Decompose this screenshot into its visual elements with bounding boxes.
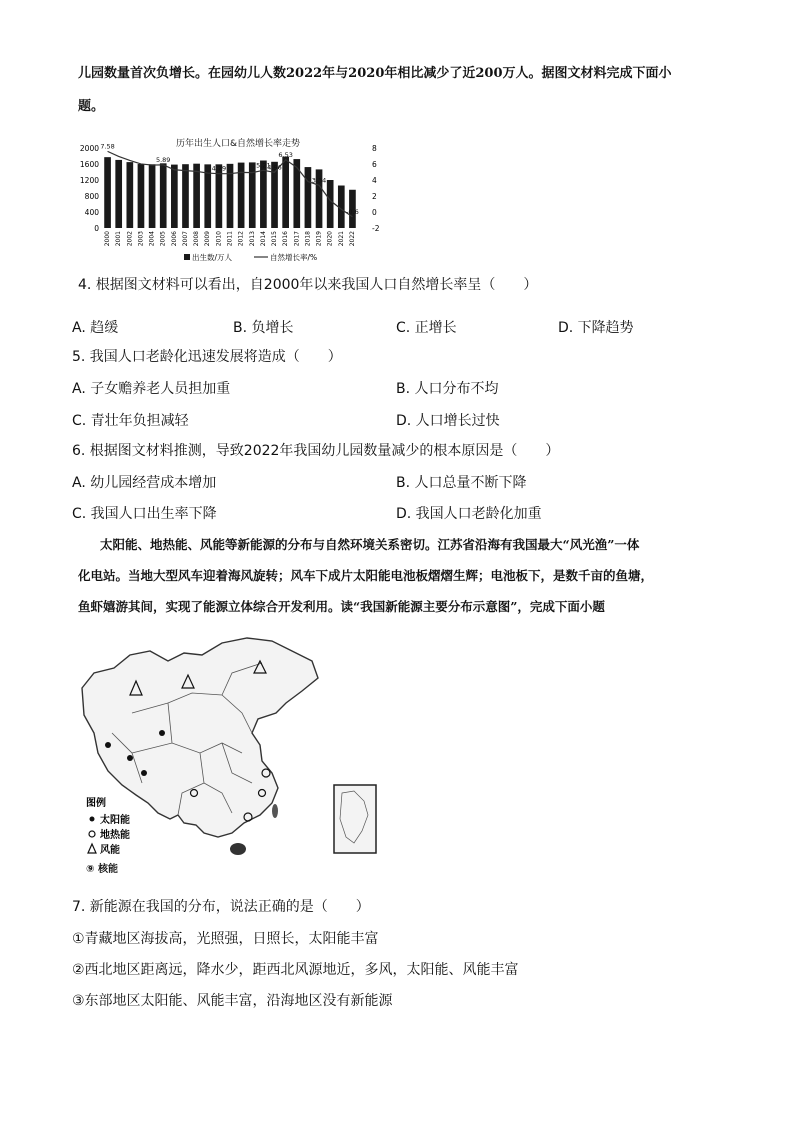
geothermal-icon bbox=[89, 831, 95, 837]
legend-wind: 风能 bbox=[100, 845, 120, 856]
legend-solar: 太阳能 bbox=[100, 815, 130, 826]
q7-statement-3: ③东部地区太阳能、风能丰富，沿海地区没有新能源 bbox=[72, 993, 393, 1009]
right-tick-label: 6 bbox=[372, 160, 377, 169]
x-tick-label: 2019 bbox=[315, 230, 323, 247]
x-tick-label: 2017 bbox=[293, 231, 301, 247]
bar-series bbox=[104, 157, 356, 228]
solar-icon bbox=[90, 817, 95, 822]
x-tick-label: 2014 bbox=[259, 231, 267, 247]
q4-option-d[interactable]: D. 下降趋势 bbox=[558, 320, 634, 336]
left-tick-label: 0 bbox=[94, 224, 99, 233]
bar bbox=[204, 164, 211, 228]
x-tick-label: 2001 bbox=[115, 231, 123, 247]
q7-statement-2: ②西北地区距离远，降水少，距西北风源地近，多风，太阳能、风能丰富 bbox=[72, 962, 519, 978]
q5-stem: 5. 我国人口老龄化迅速发展将造成（ ） bbox=[72, 349, 342, 365]
x-tick-label: 2022 bbox=[348, 231, 356, 247]
legend-line-label: 自然增长率/% bbox=[270, 253, 318, 262]
x-tick-label: 2003 bbox=[137, 231, 145, 247]
x-tick-label: 2004 bbox=[148, 231, 156, 247]
left-tick-label: 800 bbox=[84, 192, 99, 201]
data-label: 5.21 bbox=[256, 161, 271, 170]
x-tick-label: 2009 bbox=[204, 231, 212, 247]
q6-option-c[interactable]: C. 我国人口出生率下降 bbox=[72, 506, 217, 522]
intro-line-2: 题。 bbox=[78, 99, 105, 114]
q5-option-b[interactable]: B. 人口分布不均 bbox=[396, 381, 499, 397]
left-tick-label: 1200 bbox=[79, 176, 99, 185]
left-tick-label: 400 bbox=[84, 208, 99, 217]
x-tick-label: 2008 bbox=[193, 231, 201, 247]
q5-option-d[interactable]: D. 人口增长过快 bbox=[396, 413, 500, 429]
bar bbox=[115, 160, 122, 228]
left-tick-label: 1600 bbox=[79, 160, 99, 169]
solar-icon bbox=[159, 730, 165, 736]
q7-stem: 7. 新能源在我国的分布，说法正确的是（ ） bbox=[72, 899, 370, 915]
right-tick-label: 2 bbox=[372, 192, 377, 201]
data-label: 6.53 bbox=[278, 150, 293, 159]
x-tick-label: 2011 bbox=[226, 231, 234, 247]
birth-rate-chart bbox=[76, 136, 396, 266]
data-label: -0.6 bbox=[346, 207, 359, 216]
bar bbox=[305, 167, 312, 228]
hainan-island bbox=[230, 843, 246, 855]
x-tick-label: 2015 bbox=[271, 231, 279, 247]
nuclear-icon: ⑨ bbox=[86, 864, 95, 875]
legend-bar-label: 出生数/万人 bbox=[192, 253, 233, 262]
data-label: 4.96 bbox=[267, 163, 282, 172]
chart-legend bbox=[184, 252, 317, 262]
taiwan-island bbox=[272, 804, 278, 818]
q4-stem: 4. 根据图文材料可以看出，自2000年以来我国人口自然增长率呈（ ） bbox=[78, 277, 538, 293]
q5-option-c[interactable]: C. 青壮年负担减轻 bbox=[72, 413, 189, 429]
x-axis-ticks bbox=[104, 231, 356, 246]
legend-nuclear-row bbox=[86, 860, 118, 880]
china-new-energy-map bbox=[72, 633, 392, 863]
bar bbox=[160, 163, 167, 228]
bar bbox=[138, 164, 145, 228]
data-label: 3.34 bbox=[311, 176, 327, 185]
chart-title: 历年出生人口&自然增长率走势 bbox=[175, 139, 301, 149]
legend-title: 图例 bbox=[86, 798, 106, 809]
x-tick-label: 2000 bbox=[104, 231, 112, 247]
para2-line-1: 太阳能、地热能、风能等新能源的分布与自然环境关系密切。江苏省沿海有我国最大“风光渔”一体 bbox=[100, 537, 640, 552]
data-label: 4.79 bbox=[211, 164, 227, 173]
solar-icon bbox=[105, 742, 111, 748]
q4-option-c[interactable]: C. 正增长 bbox=[396, 320, 457, 336]
q4-option-b[interactable]: B. 负增长 bbox=[233, 320, 294, 336]
right-tick-label: 0 bbox=[372, 208, 377, 217]
x-tick-label: 2016 bbox=[282, 231, 290, 247]
bar bbox=[171, 165, 178, 228]
q6-option-a[interactable]: A. 幼儿园经营成本增加 bbox=[72, 475, 217, 491]
map-legend bbox=[86, 796, 130, 856]
x-tick-label: 2021 bbox=[337, 231, 345, 247]
bar bbox=[327, 180, 334, 228]
x-tick-label: 2007 bbox=[181, 231, 189, 247]
q6-stem: 6. 根据图文材料推测，导致2022年我国幼儿园数量减少的根本原因是（ ） bbox=[72, 443, 560, 459]
q6-option-d[interactable]: D. 我国人口老龄化加重 bbox=[396, 506, 542, 522]
wind-icon bbox=[88, 844, 96, 853]
x-tick-label: 2012 bbox=[237, 231, 245, 247]
legend-geothermal: 地热能 bbox=[100, 830, 130, 841]
q7-statement-1: ①青藏地区海拔高，光照强，日照长，太阳能丰富 bbox=[72, 931, 379, 947]
x-tick-label: 2006 bbox=[170, 231, 178, 247]
left-axis-ticks bbox=[80, 144, 99, 233]
x-tick-label: 2005 bbox=[159, 231, 167, 247]
left-tick-label: 2000 bbox=[79, 144, 99, 153]
solar-icon bbox=[127, 755, 133, 761]
right-tick-label: 8 bbox=[372, 144, 377, 153]
right-axis-ticks bbox=[372, 144, 380, 233]
bar bbox=[149, 164, 156, 228]
para2-line-2: 化电站。当地大型风车迎着海风旋转；风车下成片太阳能电池板熠熠生辉；电池板下，是数千亩的鱼塘， bbox=[78, 568, 654, 583]
china-outline bbox=[82, 638, 318, 837]
data-label: 7.58 bbox=[100, 142, 115, 151]
right-tick-label: 4 bbox=[372, 176, 377, 185]
q4-option-a[interactable]: A. 趋缓 bbox=[72, 320, 119, 336]
right-tick-label: -2 bbox=[372, 224, 380, 233]
data-label: 5.89 bbox=[155, 155, 171, 164]
bar bbox=[193, 164, 200, 228]
bar bbox=[126, 162, 133, 228]
bar bbox=[104, 157, 111, 228]
x-tick-label: 2020 bbox=[326, 231, 334, 247]
x-tick-label: 2018 bbox=[304, 231, 312, 247]
q6-option-b[interactable]: B. 人口总量不断下降 bbox=[396, 475, 527, 491]
bar bbox=[282, 157, 289, 228]
x-tick-label: 2002 bbox=[126, 231, 134, 247]
x-tick-label: 2013 bbox=[248, 231, 256, 247]
solar-icon bbox=[141, 770, 147, 776]
bar bbox=[182, 164, 189, 228]
para2-line-3: 鱼虾嬉游其间，实现了能源立体综合开发利用。读“我国新能源主要分布示意图”，完成下面小题 bbox=[78, 599, 605, 614]
x-tick-label: 2010 bbox=[215, 231, 223, 247]
legend-nuclear: 核能 bbox=[97, 864, 118, 875]
legend-bar-swatch bbox=[184, 254, 190, 260]
q5-option-a[interactable]: A. 子女赡养老人员担加重 bbox=[72, 381, 231, 397]
intro-line-1: 儿园数量首次负增长。在园幼儿人数2022年与2020年相比减少了近200万人。据图文材料完成下面小 bbox=[78, 66, 672, 81]
